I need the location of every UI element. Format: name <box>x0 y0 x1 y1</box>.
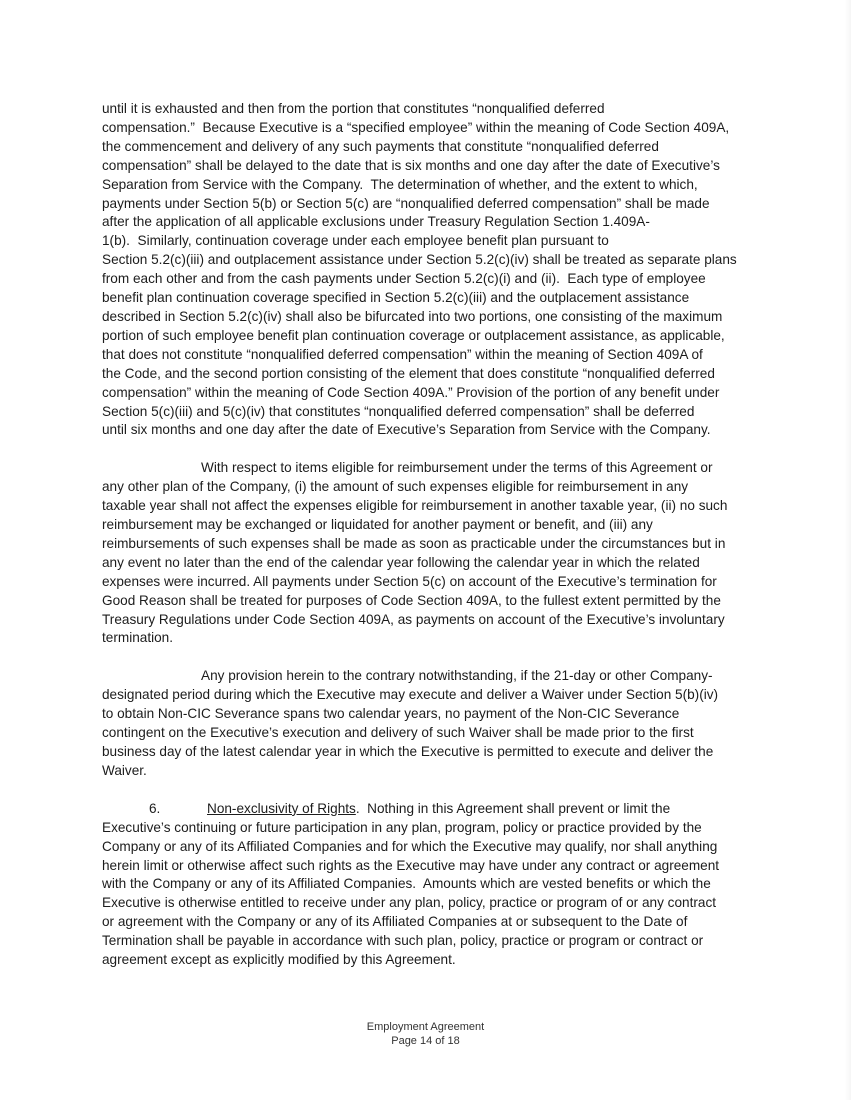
text-line: Any provision herein to the contrary notwithstanding, if the 21-day or other Company- <box>201 668 713 684</box>
text-line: contingent on the Executive’s execution and delivery of such Waiver shall be made prior to the first <box>102 725 694 741</box>
text-line: compensation.” Because Executive is a “specified employee” within the meaning of Code Section 409A, <box>102 119 730 135</box>
text-line: Executive’s continuing or future participation in any plan, program, policy or practice provided by the <box>102 819 702 835</box>
text-line: reimbursement may be exchanged or liquidated for another payment or benefit, and (iii) any <box>102 517 653 533</box>
text-line: benefit plan continuation coverage specified in Section 5.2(c)(iii) and the outplacement assistance <box>102 290 690 306</box>
text-line: Separation from Service with the Company. The determination of whether, and the extent to which, <box>102 176 698 192</box>
text-line: termination. <box>102 630 174 646</box>
text-line: the Code, and the second portion consisting of the element that does constitute “nonqualified deferred <box>102 365 715 381</box>
text-line: 1(b). Similarly, continuation coverage under each employee benefit plan pursuant to <box>102 233 609 249</box>
section-number: 6. <box>149 800 161 816</box>
text-line: Good Reason shall be treated for purposes of Code Section 409A, to the fullest extent permitted by the <box>102 592 721 608</box>
text-line: Termination shall be payable in accordance with such plan, policy, practice or program or contract or <box>102 933 704 949</box>
scan-edge-shadow <box>845 0 851 1100</box>
text-line: designated period during which the Executive may execute and deliver a Waiver under Section 5(b)(iv) <box>102 687 719 703</box>
text-line: Company or any of its Affiliated Companies and for which the Executive may qualify, nor shall anything <box>102 838 718 854</box>
text-line: expenses were incurred. All payments under Section 5(c) on account of the Executive’s termination for <box>102 573 717 589</box>
paragraph-waiver-timing <box>102 667 750 780</box>
text-line: any event no later than the end of the calendar year following the calendar year in which the related <box>102 554 700 570</box>
page-footer <box>0 1020 851 1048</box>
text-line: compensation” shall be delayed to the date that is six months and one day after the date of Executive’s <box>102 157 720 173</box>
text-line: compensation” within the meaning of Code Section 409A.” Provision of the portion of any benefit under <box>102 384 720 400</box>
text-line: that does not constitute “nonqualified deferred compensation” within the meaning of Section 409A of <box>102 346 703 362</box>
text-line: or agreement with the Company or any of its Affiliated Companies at or subsequent to the Date of <box>102 914 688 930</box>
text-line: herein limit or otherwise affect such rights as the Executive may have under any contract or agreement <box>102 857 720 873</box>
text-line: payments under Section 5(b) or Section 5(c) are “nonqualified deferred compensation” shall be made <box>102 195 710 211</box>
text-line: Treasury Regulations under Code Section 409A, as payments on account of the Executive’s involuntary <box>102 611 725 627</box>
text-line: agreement except as explicitly modified by this Agreement. <box>102 952 456 968</box>
text-line: described in Section 5.2(c)(iv) shall also be bifurcated into two portions, one consisting of the maximum <box>102 308 723 324</box>
text-line: reimbursements of such expenses shall be made as soon as practicable under the circumstances but in <box>102 535 726 551</box>
text-line: Waiver. <box>102 762 147 778</box>
section-6-non-exclusivity <box>102 800 750 970</box>
text-line: business day of the latest calendar year in which the Executive is permitted to execute and deliver the <box>102 744 714 759</box>
text-line: Executive is otherwise entitled to receive under any plan, policy, practice or program of or any contract <box>102 895 717 911</box>
section-6-heading-line <box>102 800 750 819</box>
paragraph-reimbursement <box>102 459 750 648</box>
text-line: until six months and one day after the date of Executive’s Separation from Service with the Company. <box>102 422 711 438</box>
section-title: Non-exclusivity of Rights <box>207 800 356 816</box>
paragraph-409a-delay <box>102 100 750 440</box>
section-heading-rest: . Nothing in this Agreement shall prevent or limit the <box>355 800 671 816</box>
text-line: Section 5.2(c)(iii) and outplacement assistance under Section 5.2(c)(iv) shall be treated as separate plans <box>102 252 737 268</box>
text-line: to obtain Non-CIC Severance spans two calendar years, no payment of the Non-CIC Severance <box>102 706 680 722</box>
footer-document-title: Employment Agreement <box>366 1021 485 1033</box>
text-line: portion of such employee benefit plan continuation coverage or outplacement assistance, as applicable, <box>102 327 725 343</box>
text-line: taxable year shall not affect the expenses eligible for reimbursement in another taxable year, (ii) no such <box>102 498 728 514</box>
text-line: with the Company or any of its Affiliated Companies. Amounts which are vested benefits or which the <box>102 876 711 892</box>
text-line: Section 5(c)(iii) and 5(c)(iv) that constitutes “nonqualified deferred compensation” shall be deferred <box>102 403 695 419</box>
text-line: after the application of all applicable exclusions under Treasury Regulation Section 1.409A- <box>102 214 650 230</box>
document-body <box>102 100 750 970</box>
text-line: the commencement and delivery of any such payments that constitute “nonqualified deferred <box>102 138 659 154</box>
footer-page-number: Page 14 of 18 <box>391 1035 460 1047</box>
text-line: any other plan of the Company, (i) the amount of such expenses eligible for reimbursement in any <box>102 479 689 495</box>
text-line: With respect to items eligible for reimbursement under the terms of this Agreement or <box>201 460 713 476</box>
text-line: until it is exhausted and then from the portion that constitutes “nonqualified deferred <box>102 101 605 116</box>
text-line: from each other and from the cash payments under Section 5.2(c)(i) and (ii). Each type of employee <box>102 271 706 287</box>
